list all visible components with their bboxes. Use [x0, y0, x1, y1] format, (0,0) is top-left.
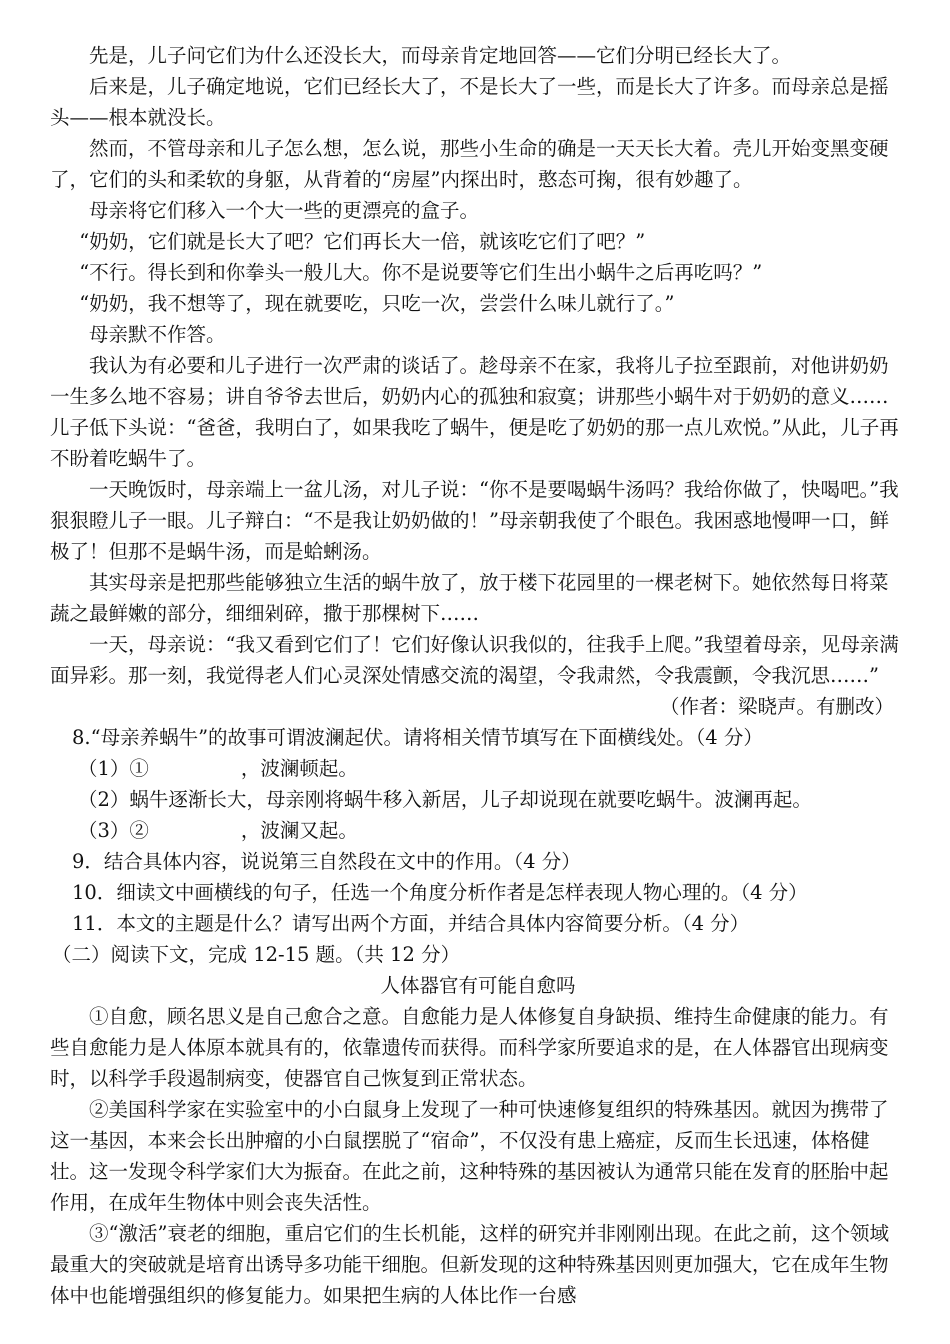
article-paragraph: ①自愈，顾名思义是自己愈合之意。自愈能力是人体修复自身缺损、维持生命健康的能力。有些自愈能力是人体原本就具有的，依靠遗传而获得。而科学家所要追求的是，在人体器官出现病变时，以科学手段遏制病变，使器官自己恢复到正常状态。 [50, 1005, 889, 1090]
dialogue-line: “奶奶，它们就是长大了吧？它们再长大一倍，就该吃它们了吧？” [79, 230, 646, 253]
question-8-item-1 [50, 753, 906, 784]
dialogue-line: “奶奶，我不想等了，现在就要吃，只吃一次，尝尝什么味儿就行了。” [79, 292, 675, 315]
story-paragraph: 后来是，儿子确定地说，它们已经长大了，不是长大了一些，而是长大了许多。而母亲总是摇头——根本就没长。 [50, 75, 889, 129]
question-8: 8.“母亲养蜗牛”的故事可谓波澜起伏。请将相关情节填写在下面横线处。（4 分） [72, 726, 763, 749]
article-paragraph: ②美国科学家在实验室中的小白鼠身上发现了一种可快速修复组织的特殊基因。就因为携带了这一基因，本来会长出肿瘤的小白鼠摆脱了“宿命”，不仅没有患上癌症，反而生长迅速，体格健壮。这一发现令科学家们大为振奋。在此之前，这种特殊的基因被认为通常只能在发育的胚胎中起作用，在成年生物体中则会丧失活性。 [50, 1098, 889, 1214]
document-page [50, 40, 906, 1311]
question-8-item-2: （2）蜗牛逐渐长大，母亲刚将蜗牛移入新居，儿子却说现在就要吃蜗牛。波澜再起。 [78, 788, 812, 811]
attribution: （作者：梁晓声。有删改） [659, 695, 894, 718]
section-2-heading: （二）阅读下文，完成 12-15 题。（共 12 分） [52, 943, 461, 966]
question-8-item-3 [50, 815, 906, 846]
question-9: 9．结合具体内容，说说第三自然段在文中的作用。（4 分） [72, 850, 581, 873]
story-paragraph: 一天晚饭时，母亲端上一盆儿汤，对儿子说：“你不是要喝蜗牛汤吗？我给你做了，快喝吧。”我狠狠瞪儿子一眼。儿子辩白：“不是我让奶奶做的！”母亲朝我使了个眼色。我困惑地慢呷一口，鲜极了！但那不是蜗牛汤，而是蛤蜊汤。 [50, 478, 899, 563]
story-paragraph: 我认为有必要和儿子进行一次严肃的谈话了。趁母亲不在家，我将儿子拉至跟前，对他讲奶奶一生多么地不容易；讲自爷爷去世后，奶奶内心的孤独和寂寞；讲那些小蜗牛对于奶奶的意义……儿子低下头说：“爸爸，我明白了，如果我吃了蜗牛，便是吃了奶奶的那一点儿欢悦。”从此，儿子再不盼着吃蜗牛了。 [50, 354, 899, 470]
question-11: 11．本文的主题是什么？请写出两个方面，并结合具体内容简要分析。（4 分） [72, 912, 750, 935]
question-10: 10．细读文中画横线的句子，任选一个角度分析作者是怎样表现人物心理的。（4 分） [72, 881, 808, 904]
item-1-suffix: ，波澜顿起。 [240, 757, 358, 780]
story-paragraph: 母亲将它们移入一个大一些的更漂亮的盒子。 [89, 199, 480, 222]
story-paragraph: 然而，不管母亲和儿子怎么想，怎么说，那些小生命的确是一天天长大着。壳儿开始变黑变硬了，它们的头和柔软的身躯，从背着的“房屋”内探出时，憨态可掬，很有妙趣了。 [50, 137, 889, 191]
item-1-prefix: （1）① [78, 757, 149, 780]
story-paragraph: 先是，儿子问它们为什么还没长大，而母亲肯定地回答——它们分明已经长大了。 [89, 44, 792, 67]
story-paragraph: 一天，母亲说：“我又看到它们了！它们好像认识我似的，往我手上爬。”我望着母亲，见母亲满面异彩。那一刻，我觉得老人们心灵深处情感交流的渴望，令我肃然，令我震颤，令我沉思……” [50, 633, 899, 687]
item-3-suffix: ，波澜又起。 [240, 819, 358, 842]
item-3-prefix: （3）② [78, 819, 149, 842]
dialogue-line: “不行。得长到和你拳头一般儿大。你不是说要等它们生出小蜗牛之后再吃吗？” [79, 261, 763, 284]
article-title: 人体器官有可能自愈吗 [380, 974, 576, 997]
story-paragraph: 母亲默不作答。 [89, 323, 226, 346]
article-paragraph: ③“激活”衰老的细胞，重启它们的生长机能，这样的研究并非刚刚出现。在此之前，这个领域最重大的突破就是培育出诱导多功能干细胞。但新发现的这种特殊基因则更加强大，它在成年生物体中也能增强组织的修复能力。如果把生病的人体比作一台感 [50, 1222, 889, 1307]
story-paragraph: 其实母亲是把那些能够独立生活的蜗牛放了，放于楼下花园里的一棵老树下。她依然每日将菜蔬之最鲜嫩的部分，细细剁碎，撒于那棵树下…… [50, 571, 889, 625]
